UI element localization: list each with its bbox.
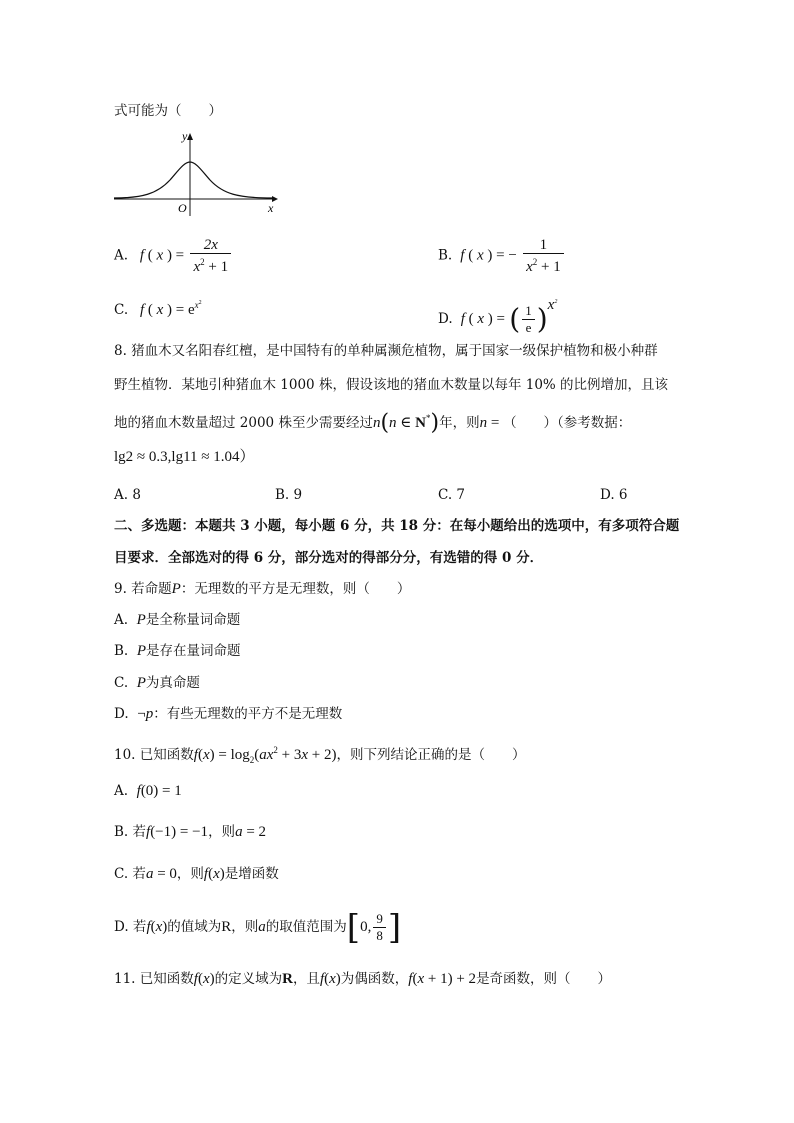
- q8-line-3: 地的猪血木数量超过 2000 株至少需要经过n(n ∈ N*)年，则n = （ ）（参考数据：: [114, 410, 632, 436]
- q8-option-a[interactable]: A. 8: [114, 487, 141, 503]
- q10-option-a[interactable]: A. f(0) = 1: [114, 783, 182, 799]
- q7-stem-tail: 式可能为（ ）: [114, 103, 222, 119]
- q9-option-c[interactable]: C. P为真命题: [114, 675, 200, 691]
- q9-option-b[interactable]: B. P是存在量词命题: [114, 643, 241, 659]
- q10-stem: 10. 已知函数$f(x) = \log_2(ax^2 + 3x + 2)$，则下列结论正确的是（ ）: [114, 745, 526, 765]
- q9-option-a[interactable]: A. P是全称量词命题: [114, 612, 241, 628]
- q9-stem: 9. 若命题P：无理数的平方是无理数，则（ ）: [114, 581, 411, 597]
- section-2-heading-line-1: 二、多选题：本题共 3 小题，每小题 6 分，共 18 分：在每小题给出的选项中，有多项符合题: [114, 518, 680, 534]
- q8-option-b[interactable]: B. 9: [275, 487, 303, 503]
- q10-option-b[interactable]: B. 若f(−1) = −1，则a = 2: [114, 824, 267, 840]
- section-2-heading-line-2: 目要求．全部选对的得 6 分，部分选对的得部分分，有选错的得 0 分．: [114, 550, 544, 566]
- q7-option-c[interactable]: C. f ( x ) = $e^{x^2}$: [114, 300, 202, 318]
- origin-label: O: [178, 201, 187, 215]
- q8-option-c[interactable]: C. 7: [438, 487, 466, 503]
- y-axis-label: y: [182, 129, 188, 143]
- q7-option-b[interactable]: B. f ( x ) = − $\frac{1}{x^2 + 1}$: [438, 237, 566, 275]
- q8-line-2: 野生植物．某地引种猪血木 1000 株，假设该地的猪血木数量以每年 10% 的比例增加，且该: [114, 377, 669, 393]
- q7-option-d[interactable]: D. f ( x ) = ( $\frac{1}{e}$ )$^{x^2}$: [438, 297, 558, 336]
- q7-graph: [112, 128, 282, 220]
- q7-option-a[interactable]: A. f ( x ) = $\frac{2x}{x^2 + 1}$: [114, 237, 233, 275]
- x-axis-label: x: [268, 201, 274, 215]
- q10-option-c[interactable]: C. 若a = 0，则f(x)是增函数: [114, 866, 279, 882]
- q8-reference-data: lg2 ≈ 0.3,lg11 ≈ 1.04）: [114, 449, 255, 465]
- q9-option-d[interactable]: D. ¬p：有些无理数的平方不是无理数: [114, 706, 343, 722]
- q11-stem: 11. 已知函数f(x)的定义域为R，且f(x)为偶函数，f(x + 1) + 2是奇函数，则（ ）: [114, 971, 612, 987]
- q8-option-d[interactable]: D. 6: [600, 487, 628, 503]
- q10-option-d[interactable]: D. 若f(x)的值域为R，则a的取值范围为[0, $\frac{9}{8}$ ]: [114, 907, 402, 948]
- bell-curve: [114, 162, 272, 198]
- q8-line-1: 8. 猪血木又名阳春红檀，是中国特有的单种属濒危植物，属于国家一级保护植物和极小种群: [114, 343, 658, 359]
- y-axis-arrow: [187, 133, 193, 140]
